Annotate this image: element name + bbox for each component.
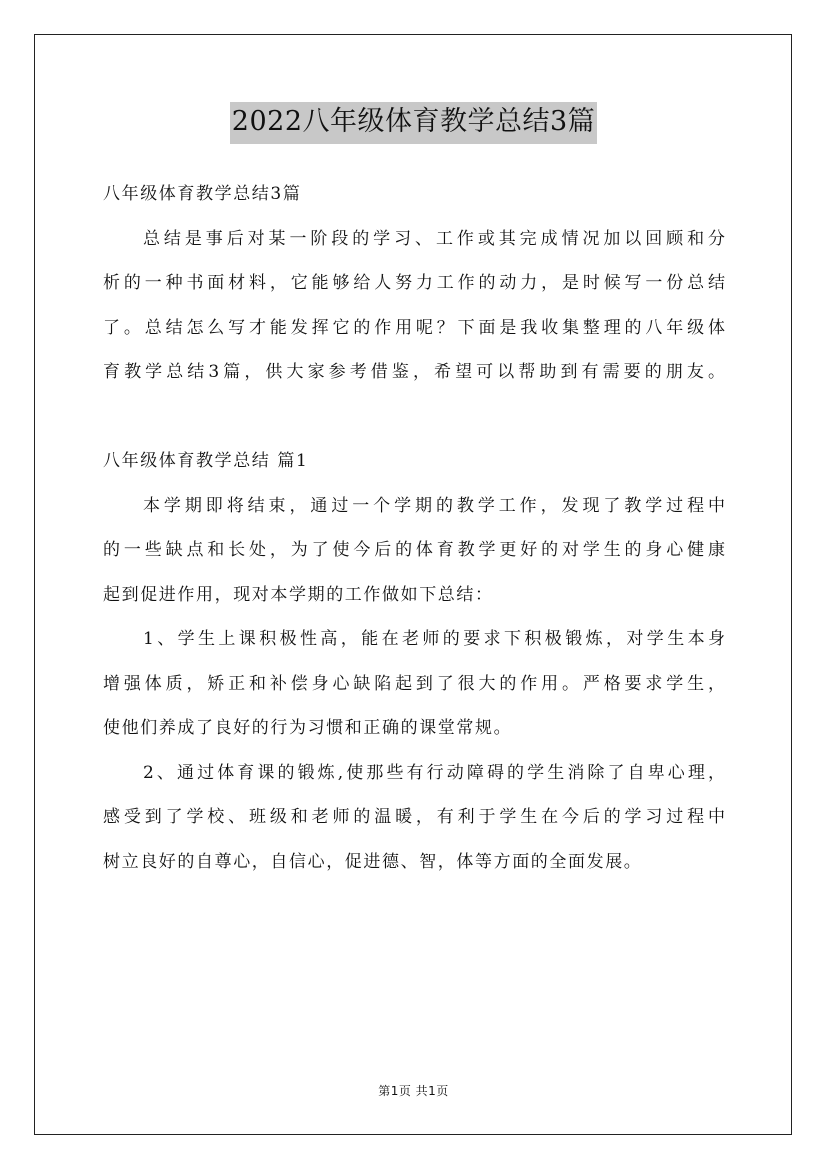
paragraph-line: 使他们养成了良好的行为习惯和正确的课堂常规。 [103,718,513,738]
paragraph-line: 1、学生上课积极性高，能在老师的要求下积极锻炼，对学生本身 [143,629,725,649]
paragraph-line: 起到促进作用，现对本学期的工作做如下总结： [103,584,494,605]
document-body [103,176,725,888]
page-footer [0,1082,827,1099]
document-subtitle: 八年级体育教学总结3篇 [103,184,302,204]
section-heading: 八年级体育教学总结 篇1 [103,451,309,471]
title-container [0,102,827,144]
document-title: 2022八年级体育教学总结3篇 [230,102,597,144]
paragraph-line: 增强体质，矫正和补偿身心缺陷起到了很大的作用。严格要求学生， [103,673,725,694]
paragraph-line: 2、通过体育课的锻炼,使那些有行动障碍的学生消除了自卑心理， [143,762,725,783]
intro-line: 总结是事后对某一阶段的学习、工作或其完成情况加以回顾和分 [143,228,725,249]
intro-line: 析的一种书面材料，它能够给人努力工作的动力，是时候写一份总结 [103,273,725,293]
paragraph-line: 感受到了学校、班级和老师的温暖，有利于学生在今后的学习过程中 [103,807,725,827]
paragraph-line: 树立良好的自尊心，自信心，促进德、智，体等方面的全面发展。 [103,851,643,872]
intro-line: 育教学总结3篇，供大家参考借鉴，希望可以帮助到有需要的朋友。 [103,362,725,382]
intro-line: 了。总结怎么写才能发挥它的作用呢？下面是我收集整理的八年级体 [103,317,725,338]
paragraph-line: 本学期即将结束，通过一个学期的教学工作，发现了教学过程中 [143,495,725,516]
page-number-label: 第1页 共1页 [378,1084,449,1098]
paragraph-line: 的一些缺点和长处，为了使今后的体育教学更好的对学生的身心健康 [103,540,725,560]
spacer [103,399,725,444]
